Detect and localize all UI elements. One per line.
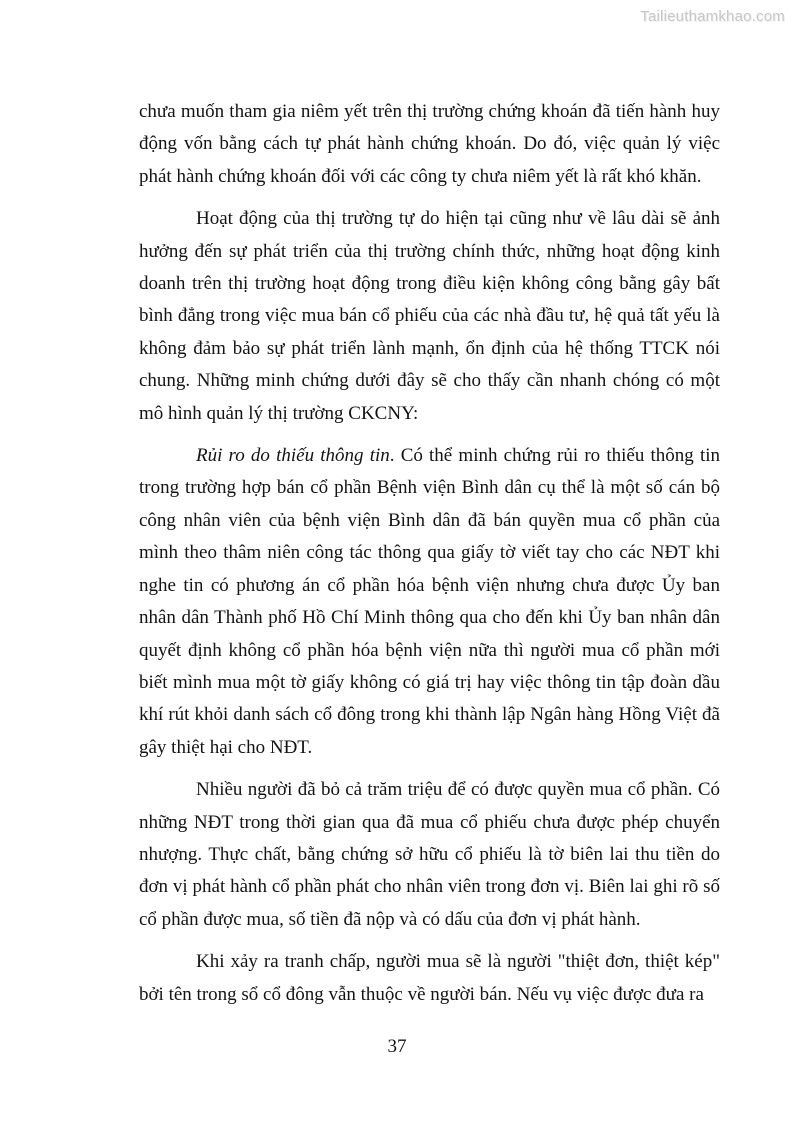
paragraph-text: Khi xảy ra tranh chấp, người mua sẽ là người "thiệt đơn, thiệt kép" bởi tên trong sổ cổ đông vẫn thuộc về người bán. Nếu vụ việc được đưa ra xyxy=(139,951,720,1005)
paragraph-text: chưa muốn tham gia niêm yết trên thị trường chứng khoán đã tiến hành huy động vốn bằng cách tự phát hành chứng khoán. Do đó, việc quản lý việc phát hành chứng khoán đối với các công ty chưa niêm yết là rất khó khăn. xyxy=(139,101,720,187)
watermark: Tailieuthamkhao.com xyxy=(640,8,785,25)
paragraph xyxy=(139,203,720,430)
paragraph-text: Nhiều người đã bỏ cả trăm triệu để có được quyền mua cổ phần. Có những NĐT trong thời gian qua đã mua cổ phiếu chưa được phép chuyển nhượng. Thực chất, bằng chứng sở hữu cổ phiếu là tờ biên lai thu tiền do đơn vị phát hành cổ phần phát cho nhân viên trong đơn vị. Biên lai ghi rõ số cổ phần được mua, số tiền đã nộp và có dấu của đơn vị phát hành. xyxy=(139,779,720,930)
paragraph xyxy=(139,96,720,193)
paragraph-text: . Có thể minh chứng rủi ro thiếu thông tin trong trường hợp bán cổ phần Bệnh viện Bình dân cụ thể là một số cán bộ công nhân viên của bệnh viện Bình dân đã bán quyền mua cổ phần của mình theo thâm niên công tác thông qua giấy tờ viết tay cho các NĐT khi nghe tin có phương án cổ phần hóa bệnh viện nhưng chưa được Ủy ban nhân dân Thành phố Hồ Chí Minh thông qua cho đến khi Ủy ban nhân dân quyết định không cổ phần hóa bệnh viện nữa thì người mua cổ phần mới biết mình mua một tờ giấy không có giá trị hay việc thông tin tập đoàn dầu khí rút khỏi danh sách cổ đông trong khi thành lập Ngân hàng Hồng Việt đã gây thiệt hại cho NĐT. xyxy=(139,445,720,758)
paragraph-lead-italic: Rủi ro do thiếu thông tin xyxy=(196,445,390,467)
paragraph xyxy=(139,946,720,1011)
paragraph xyxy=(139,440,720,764)
paragraph-text: Hoạt động của thị trường tự do hiện tại cũng như về lâu dài sẽ ảnh hưởng đến sự phát triển của thị trường chính thức, những hoạt động kinh doanh trên thị trường hoạt động trong điều kiện không công bằng gây bất bình đẳng trong việc mua bán cổ phiếu của các nhà đầu tư, hệ quả tất yếu là không đảm bảo sự phát triển lành mạnh, ổn định của hệ thống TTCK nói chung. Những minh chứng dưới đây sẽ cho thấy cần nhanh chóng có một mô hình quản lý thị trường CKCNY: xyxy=(139,208,720,424)
page-number: 37 xyxy=(387,1036,407,1057)
paragraph xyxy=(139,774,720,936)
text-block xyxy=(139,96,720,1021)
